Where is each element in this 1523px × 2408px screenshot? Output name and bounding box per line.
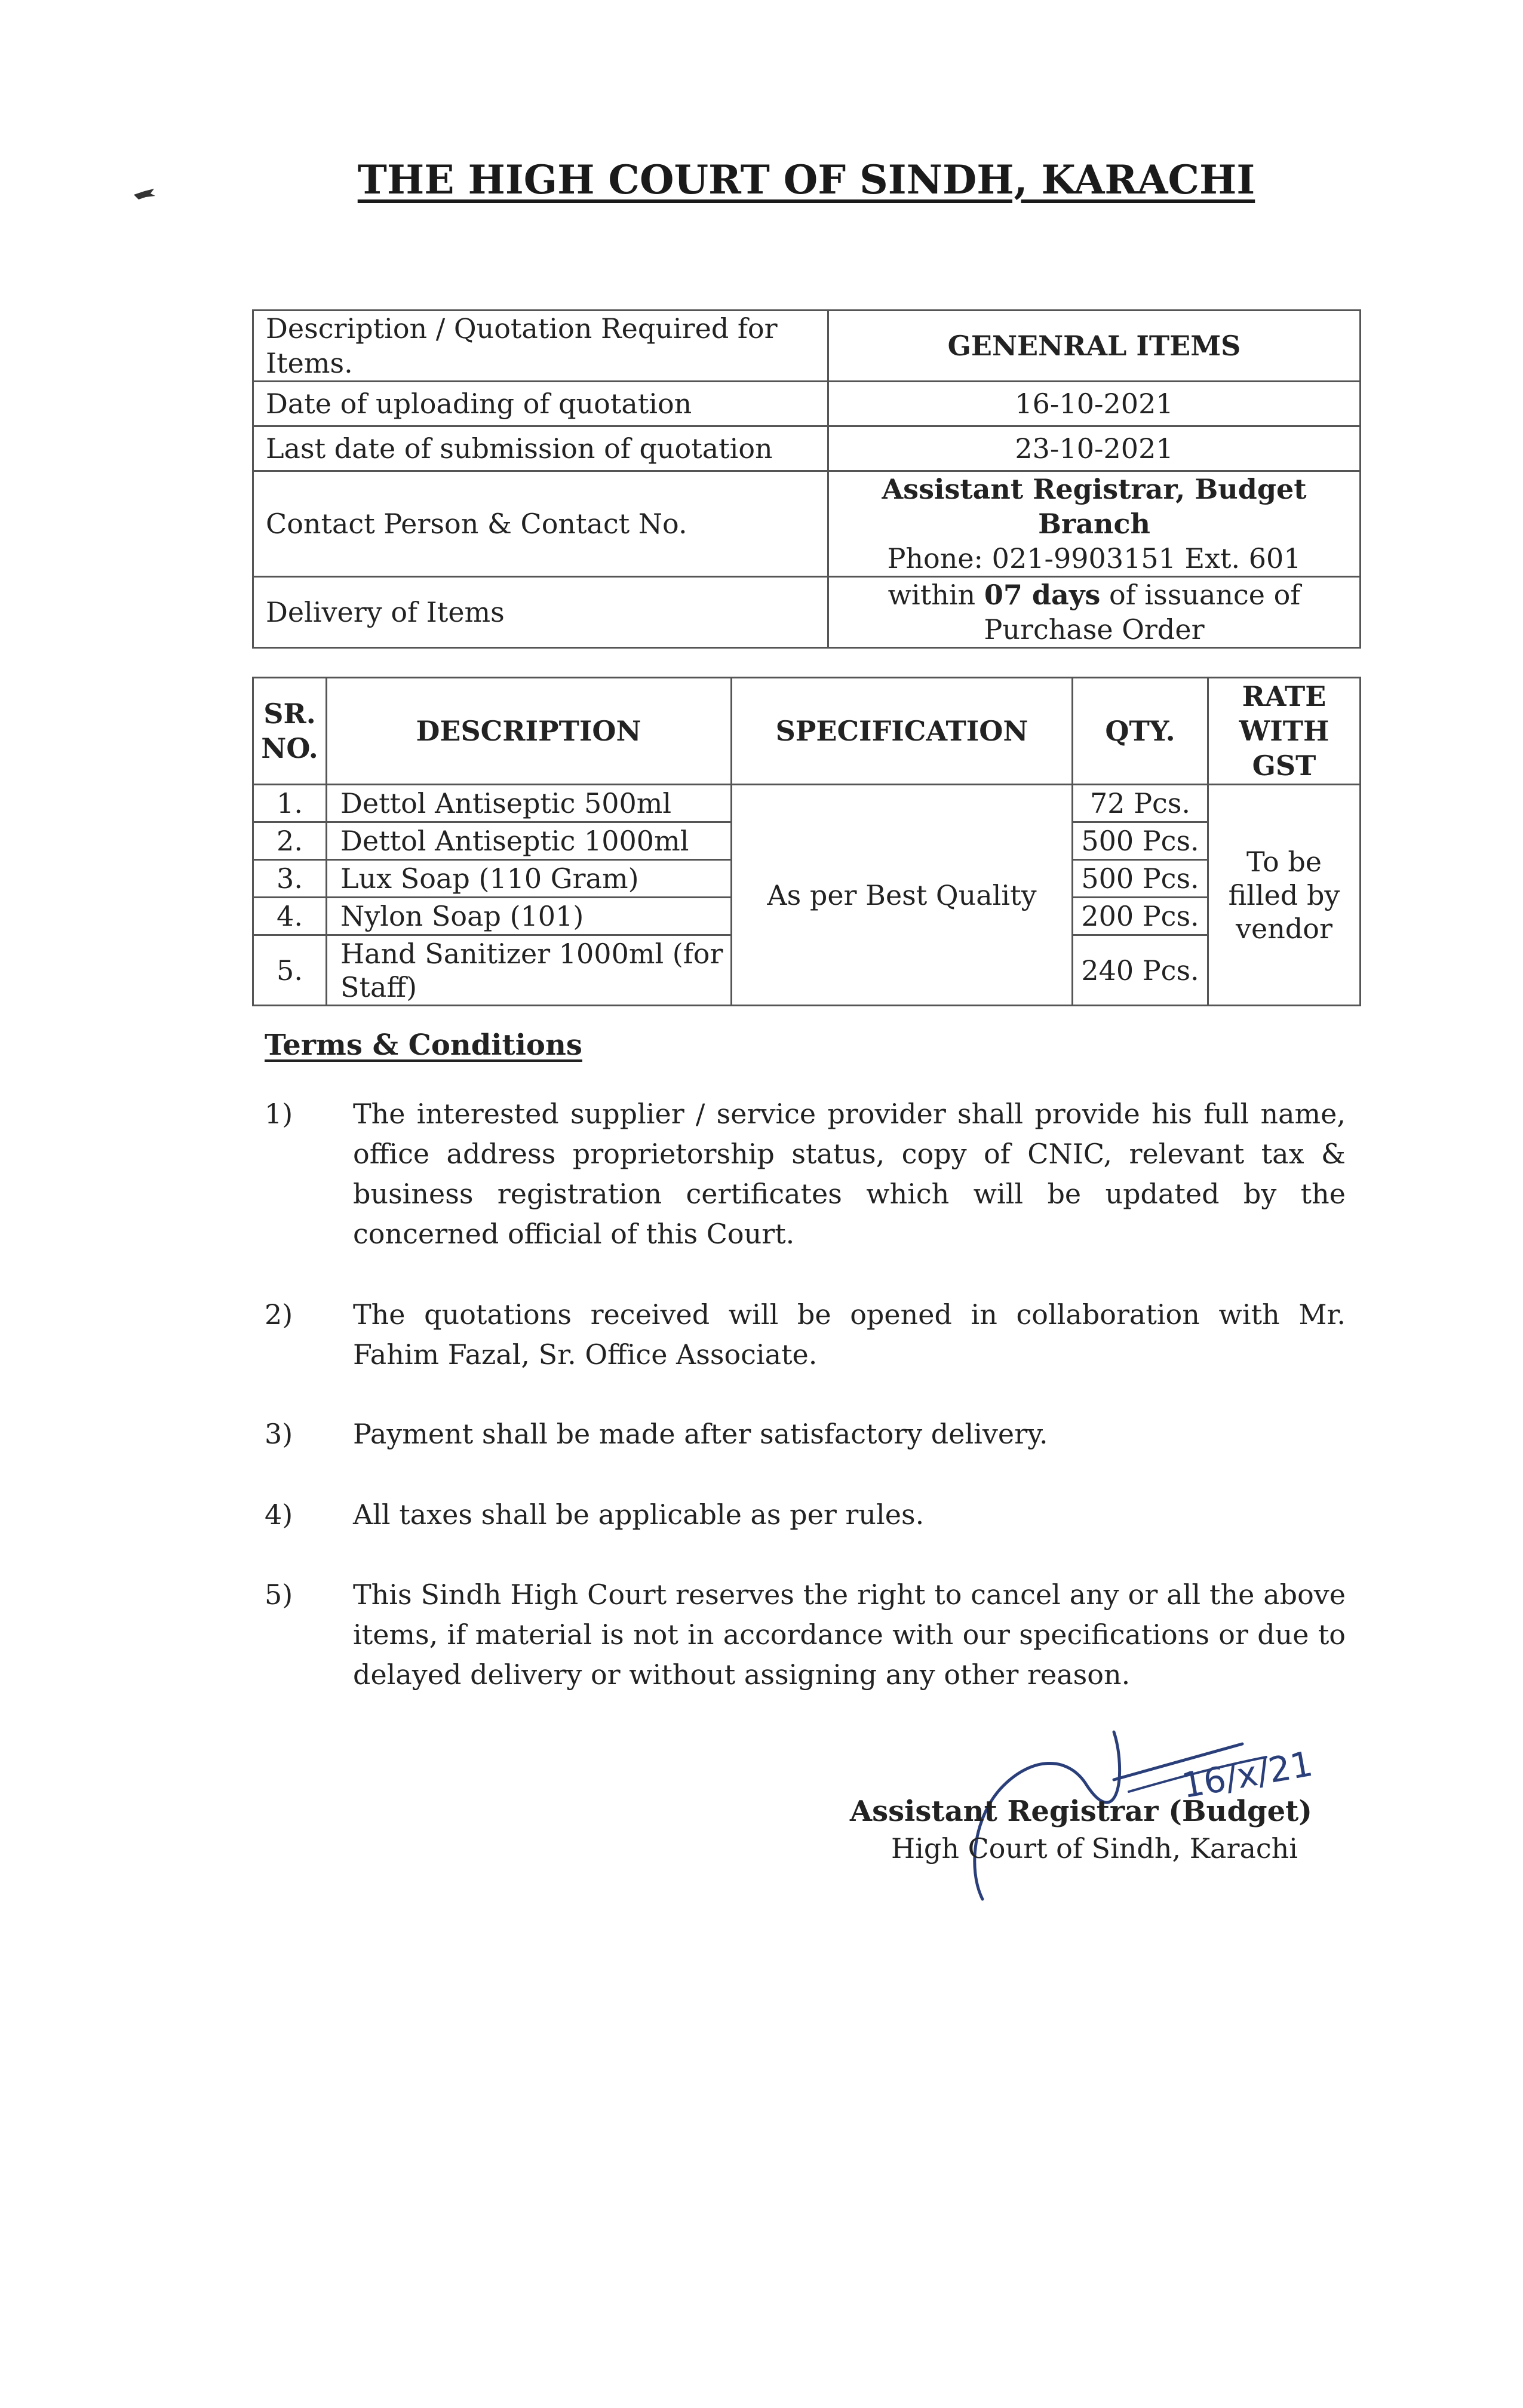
term-number: 3) <box>265 1418 293 1450</box>
terms-heading: Terms & Conditions <box>265 1028 582 1062</box>
term-number: 4) <box>265 1498 293 1531</box>
row-description: Dettol Antiseptic 1000ml <box>327 822 732 860</box>
term-item <box>265 1575 1346 1695</box>
delivery-line-2: Purchase Order <box>984 613 1205 646</box>
info-value: GENENRAL ITEMS <box>828 311 1361 382</box>
row-qty: 240 Pcs. <box>1073 935 1208 1006</box>
signatory-title: Assistant Registrar (Budget) <box>849 1795 1312 1828</box>
info-value: 23-10-2021 <box>828 426 1361 471</box>
term-item <box>265 1295 1346 1375</box>
page-title: THE HIGH COURT OF SINDH, KARACHI <box>357 156 1255 203</box>
row-description: Dettol Antiseptic 500ml <box>327 785 732 822</box>
header-specification: SPECIFICATION <box>732 678 1073 785</box>
items-header-row <box>253 678 1361 785</box>
info-label: Description / Quotation Required for Items. <box>253 311 828 382</box>
specification-cell: As per Best Quality <box>732 785 1073 1006</box>
quotation-info-table <box>252 309 1361 649</box>
info-label: Delivery of Items <box>253 577 828 648</box>
info-value <box>828 577 1361 648</box>
term-item <box>265 1495 1346 1535</box>
table-row <box>253 785 1361 822</box>
row-sr: 3. <box>253 860 327 898</box>
term-number: 2) <box>265 1298 293 1331</box>
term-number: 1) <box>265 1098 293 1130</box>
row-qty: 500 Pcs. <box>1073 860 1208 898</box>
term-item <box>265 1094 1346 1254</box>
term-item <box>265 1414 1346 1454</box>
header-description: DESCRIPTION <box>327 678 732 785</box>
term-text: All taxes shall be applicable as per rules. <box>353 1498 925 1531</box>
info-row <box>253 471 1361 577</box>
signatory-office: High Court of Sindh, Karachi <box>891 1832 1298 1865</box>
contact-phone: Phone: 021-9903151 Ext. 601 <box>887 542 1301 575</box>
header-qty: QTY. <box>1073 678 1208 785</box>
row-qty: 200 Pcs. <box>1073 898 1208 935</box>
delivery-suffix: of issuance of <box>1100 579 1301 611</box>
row-sr: 4. <box>253 898 327 935</box>
header-sr: SR. NO. <box>253 678 327 785</box>
items-table <box>252 677 1361 1006</box>
rate-cell: To be filled by vendor <box>1208 785 1361 1006</box>
info-row <box>253 382 1361 426</box>
term-text: This Sindh High Court reserves the right to cancel any or all the above items, if material is not in accordance with our specifications or due to delayed delivery or without assigning any other reason. <box>353 1578 1346 1691</box>
row-sr: 1. <box>253 785 327 822</box>
signature-date: 16/x/21 <box>1178 1743 1316 1807</box>
term-text: Payment shall be made after satisfactory delivery. <box>353 1418 1048 1450</box>
info-label: Contact Person & Contact No. <box>253 471 828 577</box>
delivery-days: 07 days <box>984 579 1101 611</box>
info-value <box>828 471 1361 577</box>
row-sr: 2. <box>253 822 327 860</box>
row-sr: 5. <box>253 935 327 1006</box>
term-text: The quotations received will be opened in collaboration with Mr. Fahim Fazal, Sr. Office Associate. <box>353 1298 1346 1371</box>
info-value: 16-10-2021 <box>828 382 1361 426</box>
info-label: Date of uploading of quotation <box>253 382 828 426</box>
info-row <box>253 426 1361 471</box>
row-description: Hand Sanitizer 1000ml (for Staff) <box>327 935 732 1006</box>
row-qty: 500 Pcs. <box>1073 822 1208 860</box>
term-text: The interested supplier / service provider shall provide his full name, office address proprietorship status, copy of CNIC, relevant tax & business registration certificates which will be updated by the concerned official of this Court. <box>353 1098 1346 1250</box>
delivery-prefix: within <box>888 579 984 611</box>
header-rate: RATE WITH GST <box>1208 678 1361 785</box>
info-label: Last date of submission of quotation <box>253 426 828 471</box>
row-description: Lux Soap (110 Gram) <box>327 860 732 898</box>
row-description: Nylon Soap (101) <box>327 898 732 935</box>
info-row <box>253 577 1361 648</box>
row-qty: 72 Pcs. <box>1073 785 1208 822</box>
info-row <box>253 311 1361 382</box>
contact-person: Assistant Registrar, Budget Branch <box>882 473 1307 540</box>
term-number: 5) <box>265 1578 293 1611</box>
delivery-line-1 <box>835 578 1353 612</box>
